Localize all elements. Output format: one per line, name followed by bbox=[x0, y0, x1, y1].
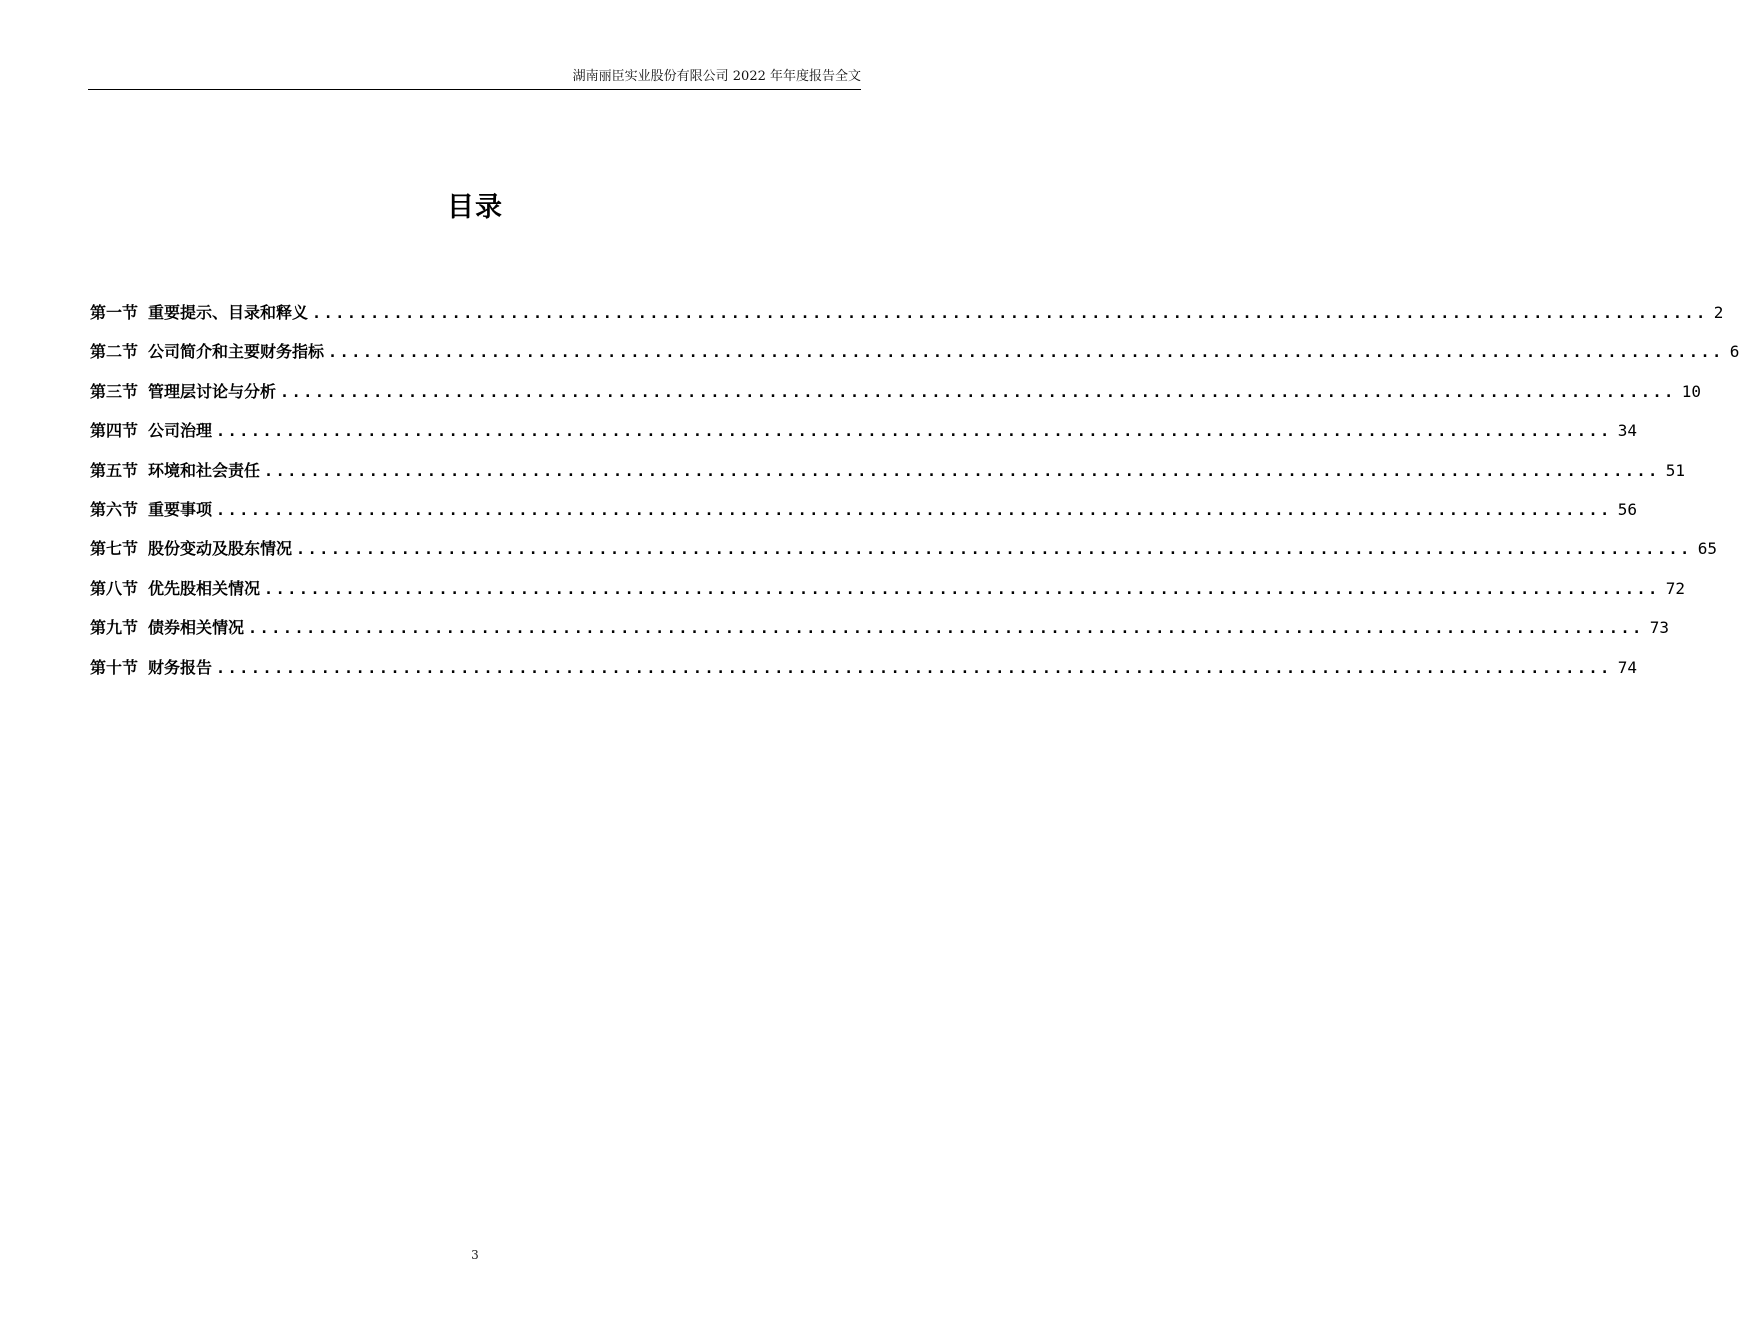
toc-leader-dots: ........................................................................................................................ bbox=[264, 461, 1660, 480]
toc-leader-dots: ........................................................................................................................ bbox=[312, 304, 1708, 322]
toc-leader-dots: ........................................................................................................................ bbox=[264, 579, 1660, 598]
toc-label bbox=[90, 339, 324, 365]
toc-entry-1[interactable] bbox=[90, 300, 1724, 339]
toc-section: 第四节 bbox=[90, 421, 139, 441]
toc-page-number: 74 bbox=[1617, 657, 1637, 677]
toc-page-number: 56 bbox=[1617, 499, 1637, 519]
toc-entry-9[interactable] bbox=[90, 615, 1669, 654]
toc-entry-8[interactable] bbox=[90, 576, 1685, 615]
toc-label bbox=[90, 655, 212, 681]
toc-section: 第五节 bbox=[90, 460, 139, 480]
toc-entry-2[interactable] bbox=[90, 339, 1739, 378]
toc-label bbox=[90, 497, 212, 523]
toc-page-number: 65 bbox=[1697, 539, 1717, 559]
toc-entry-7[interactable] bbox=[90, 536, 1717, 575]
toc-section: 第九节 bbox=[90, 618, 139, 638]
toc-section: 第八节 bbox=[90, 578, 139, 598]
toc-entry-5[interactable] bbox=[90, 458, 1685, 497]
toc-label bbox=[90, 576, 260, 602]
toc-section: 第一节 bbox=[90, 303, 139, 322]
table-of-contents bbox=[90, 300, 1739, 694]
toc-section: 第三节 bbox=[90, 381, 139, 401]
toc-label bbox=[90, 536, 292, 562]
toc-label bbox=[90, 418, 212, 444]
page-title: 目录 bbox=[447, 192, 503, 223]
toc-title: 环境和社会责任 bbox=[148, 460, 261, 480]
toc-entry-6[interactable] bbox=[90, 497, 1637, 536]
toc-label bbox=[90, 379, 276, 405]
toc-section: 第六节 bbox=[90, 499, 139, 519]
toc-title: 公司简介和主要财务指标 bbox=[148, 342, 325, 362]
toc-page-number: 34 bbox=[1617, 421, 1637, 441]
toc-leader-dots: ........................................................................................................................ bbox=[216, 500, 1612, 519]
footer-page-number: 3 bbox=[471, 1248, 479, 1262]
toc-entry-10[interactable] bbox=[90, 655, 1637, 694]
toc-page-number: 10 bbox=[1681, 381, 1701, 401]
toc-title: 公司治理 bbox=[148, 421, 213, 441]
toc-page-number: 6 bbox=[1729, 342, 1739, 362]
toc-page-number: 72 bbox=[1665, 578, 1685, 598]
toc-page-number: 2 bbox=[1713, 303, 1724, 322]
toc-leader-dots: ........................................................................................................................ bbox=[328, 343, 1724, 362]
header-text: 湖南丽臣实业股份有限公司 2022 年年度报告全文 bbox=[572, 69, 861, 84]
toc-leader-dots: ........................................................................................................................ bbox=[280, 382, 1676, 401]
toc-title: 财务报告 bbox=[148, 657, 213, 677]
toc-title: 管理层讨论与分析 bbox=[148, 381, 277, 401]
toc-title: 债券相关情况 bbox=[148, 618, 245, 638]
toc-label bbox=[90, 615, 244, 641]
toc-leader-dots: ........................................................................................................................ bbox=[248, 619, 1644, 638]
toc-label bbox=[90, 300, 308, 326]
toc-title: 优先股相关情况 bbox=[148, 578, 261, 598]
toc-section: 第十节 bbox=[90, 657, 139, 677]
toc-title: 股份变动及股东情况 bbox=[148, 539, 293, 559]
toc-leader-dots: ........................................................................................................................ bbox=[216, 422, 1612, 441]
toc-entry-3[interactable] bbox=[90, 379, 1701, 418]
toc-title: 重要提示、目录和释义 bbox=[148, 303, 309, 322]
page-header bbox=[88, 60, 861, 90]
toc-leader-dots: ........................................................................................................................ bbox=[216, 658, 1612, 677]
toc-leader-dots: ........................................................................................................................ bbox=[296, 540, 1692, 559]
toc-section: 第二节 bbox=[90, 342, 139, 362]
toc-title: 重要事项 bbox=[148, 499, 213, 519]
toc-page-number: 73 bbox=[1649, 618, 1669, 638]
toc-section: 第七节 bbox=[90, 539, 139, 559]
toc-page-number: 51 bbox=[1665, 460, 1685, 480]
toc-label bbox=[90, 458, 260, 484]
toc-entry-4[interactable] bbox=[90, 418, 1637, 457]
